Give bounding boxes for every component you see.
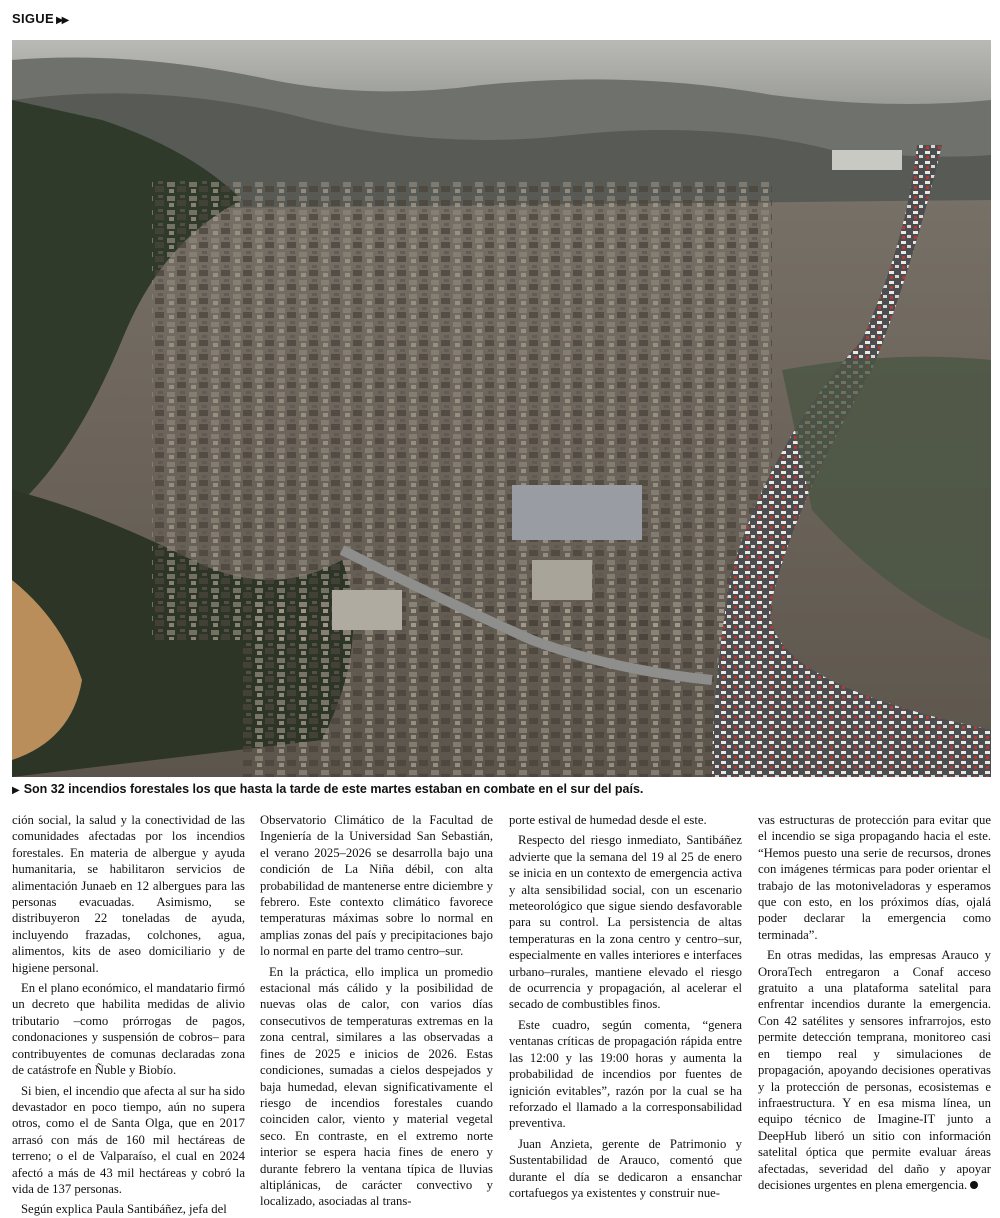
caption-text: Son 32 incendios forestales los que hasta la tarde de este martes estaban en combate en el sur del país. — [23, 782, 644, 796]
aerial-fire-photo — [12, 40, 991, 777]
column-1-paragraph: ción social, la salud y la conectividad de las comunidades afectadas por los incendios forestales. En materia de albergue y ayuda humanitaria, se habilitaron servicios de alimentación Junaeb en 12 albergues para las personas evacuadas. Asimismo, se distribuyeron 22 toneladas de ayuda, incluyendo frazadas, colchones, agua, alimentos, kits de aseo domiciliario y de higiene personal. — [12, 813, 245, 975]
article-column-3 — [509, 812, 742, 1200]
column-1-paragraph: Según explica Paula Santibáñez, jefa del — [21, 1202, 227, 1217]
column-3-paragraph: Este cuadro, según comenta, “genera ventanas críticas de propagación rápida entre las 12:00 y las 19:00 horas y aumenta la probabilidad de incendios por fuentes de ignición evitables”, razón por la cual se ha reforzado el llamado a la corresponsabilidad preventiva. — [509, 1017, 742, 1131]
caption-marker: ▶ — [12, 785, 20, 796]
photo-illustration — [12, 40, 991, 777]
kicker-label: SIGUE — [12, 11, 54, 26]
article-column-1 — [12, 812, 245, 1217]
column-1-paragraph: En el plano económico, el mandatario firmó un decreto que habilita medidas de alivio tributario –como prórrogas de pagos, condonaciones y suspensión de cobros– para contribuyentes de comunas declaradas zona de catástrofe en Ñuble y Biobío. — [12, 981, 245, 1078]
column-1-paragraph: Si bien, el incendio que afecta al sur ha sido devastador en poco tiempo, aún no supera otros, como el de Santa Olga, que en 2017 arrasó con más de 160 mil hectáreas de terreno; o el de Valparaíso, el cual en 2024 afectó a más de 43 mil hectáreas y cobró la vida de 137 personas. — [12, 1083, 245, 1196]
photo-caption — [12, 782, 992, 796]
column-3-paragraph: Juan Anzieta, gerente de Patrimonio y Sustentabilidad de Arauco, comentó que durante el día se dedicaron a ensanchar cortafuegos ya existentes y construir nue- — [509, 1136, 742, 1200]
column-2-paragraph: En la práctica, ello implica un promedio estacional más cálido y la posibilidad de nuevas olas de calor, con varios días consecutivos de temperaturas extremas en la zona central, similares a las observadas a fines de 2025 e inicios de 2026. Estas condiciones, sumadas a cielos despejados y baja humedad, elevan significativamente el riesgo de incendios forestales cuando coinciden calor, viento y material vegetal seco. En contraste, en el extremo norte interior se espera hacia fines de enero y durante febrero la ventana típica de lluvias altiplánicas, de carácter convectivo y localizado, asociadas al trans- — [260, 964, 493, 1209]
article-end-mark — [970, 1181, 978, 1189]
article-column-2 — [260, 812, 493, 1209]
kicker-arrows: ▶▶ — [55, 15, 68, 26]
column-4-paragraph: En otras medidas, las empresas Arauco y OroraTech entregaron a Conaf acceso gratuito a una plataforma satelital para enfrentar incendios durante la emergencia. Con 42 satélites y sensores infrarrojos, esto permite detección temprana, monitoreo casi en tiempo real y simulaciones de propagación, apoyando decisiones operativas y la protección de personas, ecosistemas e infraestructura. Y en esa misma línea, un equipo técnico de Imagine-IT junto a DeepHub liberó un sitio con información satelital óptica que permite evaluar áreas afectadas, severidad del daño y apoyar decisiones urgentes en plena emergencia. — [758, 948, 991, 1192]
article-column-4 — [758, 812, 991, 1190]
section-kicker — [12, 11, 67, 26]
column-4-paragraph: vas estructuras de protección para evitar que el incendio se siga propagando hacia el este. “Hemos puesto una serie de recursos, drones con imágenes térmicas para poder orientar el trabajo de las motoniveladoras y esperamos que con esto, en los próximos días, ojalá poder declarar la emergencia como terminada”. — [758, 813, 991, 942]
column-3-paragraph: Respecto del riesgo inmediato, Santibáñez advierte que la semana del 19 al 25 de enero se inicia en un contexto de emergencia activa y alta sensibilidad social, con un escenario meteorológico que sigue siendo desfavorable para su control. La persistencia de altas temperaturas en la zona centro y centro–sur, especialmente en valles interiores e interfaces urbano–rurales, mantiene elevado el riesgo de ocurrencia y propagación, al acelerar el secado de combustibles finos. — [509, 833, 742, 1012]
column-3-paragraph: porte estival de humedad desde el este. — [509, 813, 707, 827]
column-2-paragraph: Observatorio Climático de la Facultad de Ingeniería de la Universidad San Sebastián, el verano 2025–2026 se desarrolla bajo una condición de La Niña débil, con alta probabilidad de mantenerse entre diciembre y febrero. Este contexto climático favorece temperaturas máximas sobre lo normal en amplias zonas del país y precipitaciones bajo lo normal en parte del tramo centro–sur. — [260, 813, 493, 959]
